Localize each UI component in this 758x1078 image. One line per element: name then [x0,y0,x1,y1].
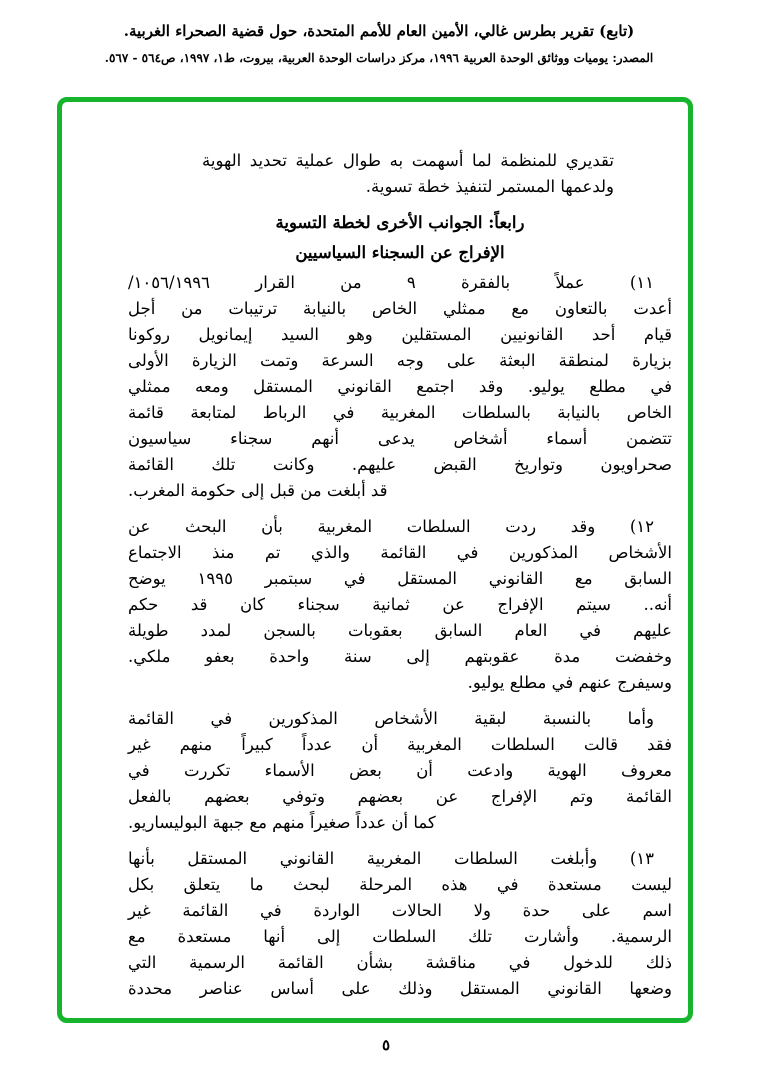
text-line: صحراويون وتواريخ القبض عليهم. وكانت تلك القائمة [128,455,672,474]
section-heading: الإفراج عن السجناء السياسيين [295,243,505,262]
document-source-citation: المصدر: يوميات ووثائق الوحدة العربية ١٩٩٦، مركز دراسات الوحدة العربية، بيروت، ط١، ١٩٩٧، ص٥٦٤ - ٥٦٧. [104,51,654,65]
document-body [128,148,672,1012]
text-line: ١٣) وأبلغت السلطات المغربية القانوني المستقل بأنها [128,849,654,868]
text-line: ١٢) وقد ردت السلطات المغربية بأن البحث عن [128,517,654,536]
text-line: السابق مع القانوني المستقل في سبتمبر ١٩٩٥ يوضح [128,569,672,588]
quote-continuation [202,148,614,200]
text-line: وأما بالنسبة لبقية الأشخاص المذكورين في القائمة [128,709,654,728]
page-number: ٥ [381,1036,391,1054]
text-line: ولدعمها المستمر لتنفيذ خطة تسوية. [365,177,614,196]
text-line: وضعها القانوني المستقل وذلك على أساس عناصر محددة [128,979,672,998]
text-line: كما أن عدداً صغيراً منهم مع جبهة البوليساريو. [128,813,436,832]
unnumbered-paragraph [128,706,672,836]
text-line: تقديري للمنظمة لما أسهمت به طوال عملية تحديد الهوية [202,151,614,170]
numbered-paragraph-11 [128,270,672,504]
text-line: ذلك للدخول في مناقشة بشأن القائمة الرسمية التي [128,953,672,972]
text-line: القائمة وتم الإفراج عن بعضهم وتوفي بعضهم بالفعل [128,787,672,806]
text-line: وخفضت مدة عقوبتهم إلى سنة واحدة بعفو ملكي. [128,647,672,666]
text-line: قد أبلغت من قبل إلى حكومة المغرب. [128,481,388,500]
green-content-frame [57,97,693,1023]
text-line: الخاص بالنيابة بالسلطات المغربية في الرباط لمتابعة قائمة [128,403,672,422]
text-line: تتضمن أسماء أشخاص يدعى أنهم سجناء سياسيون [128,429,672,448]
text-line: أنه.. سيتم الإفراج عن ثمانية سجناء كان قد حكم [128,595,672,614]
section-heading: رابعاً: الجوانب الأخرى لخطة التسوية [275,213,525,232]
text-line: بزيارة لمنطقة البعثة على وجه السرعة وتمت الزيارة الأولى [128,351,672,370]
text-line: فقد قالت السلطات المغربية أن عدداً كبيراً منهم غير [128,735,672,754]
text-line: ليست مستعدة في هذه المرحلة لبحث ما يتعلق بكل [128,875,672,894]
numbered-paragraph-13 [128,846,672,1002]
document-header [0,0,758,67]
text-line: الرسمية. وأشارت تلك السلطات إلى أنها مستعدة مع [128,927,672,946]
text-line: أعدت بالتعاون مع ممثلي الخاص بالنيابة ترتيبات من أجل [128,299,672,318]
text-line: معروف الهوية وادعت أن بعض الأسماء تكررت في [128,761,672,780]
numbered-paragraph-12 [128,514,672,696]
text-line: الأشخاص المذكورين في القائمة والذي تم منذ الاجتماع [128,543,672,562]
text-line: قيام أحد القانونيين المستقلين وهو السيد إيمانويل روكونا [128,325,672,344]
document-title: (تابع) تقرير بطرس غالي، الأمين العام للأمم المتحدة، حول قضية الصحراء الغربية. [123,22,635,40]
text-line: وسيفرج عنهم في مطلع يوليو. [467,673,672,692]
text-line: ١١) عملاً بالفقرة ٩ من القرار ١٠٥٦/١٩٩٦/ [128,273,654,292]
text-line: عليهم في العام السابق بعقوبات بالسجن لمدد طويلة [128,621,672,640]
text-line: في مطلع يوليو. وقد اجتمع القانوني المستقل ومعه ممثلي [128,377,672,396]
text-line: اسم على حدة ولا الحالات الواردة في القائمة غير [128,901,672,920]
